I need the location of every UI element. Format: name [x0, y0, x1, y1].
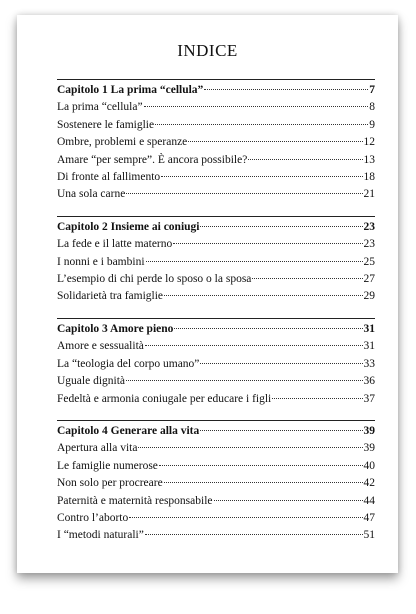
entry-label: La “teologia del corpo umano”	[57, 357, 200, 370]
entry-page-number: 47	[363, 511, 375, 524]
toc-entry	[57, 440, 375, 457]
entry-label: Solidarietà tra famiglie	[57, 290, 164, 303]
entry-label: Le famiglie numerose	[57, 459, 158, 472]
toc-chapter-heading	[57, 318, 375, 338]
dot-leader	[161, 175, 362, 177]
toc-chapter	[57, 79, 375, 204]
dot-leader	[145, 533, 363, 535]
toc-entry	[57, 169, 375, 186]
toc-entry	[57, 527, 375, 544]
toc-entry	[57, 510, 375, 527]
entry-page-number: 51	[363, 529, 375, 542]
entry-label: I nonni e i bambini	[57, 255, 145, 268]
entry-page-number: 31	[363, 340, 375, 353]
dot-leader	[204, 88, 368, 90]
dot-leader	[200, 225, 362, 227]
entry-label: Apertura alla vita	[57, 442, 138, 455]
entry-page-number: 40	[363, 459, 375, 472]
entry-label: Una sola carne	[57, 188, 126, 201]
toc-entry	[57, 134, 375, 151]
entry-label: L’esempio di chi perde lo sposo o la sposa	[57, 273, 252, 286]
table-of-contents	[57, 79, 375, 557]
toc-entry	[57, 288, 375, 305]
entry-page-number: 36	[363, 375, 375, 388]
entry-page-number: 12	[363, 136, 375, 149]
toc-entry	[57, 236, 375, 253]
dot-leader	[173, 242, 362, 244]
toc-entry	[57, 338, 375, 355]
dot-leader	[146, 260, 363, 262]
dot-leader	[164, 481, 363, 483]
dot-leader	[200, 429, 362, 431]
entry-page-number: 39	[363, 442, 375, 455]
dot-leader	[272, 397, 362, 399]
dot-leader	[129, 516, 362, 518]
entry-label: I “metodi naturali”	[57, 529, 144, 542]
dot-leader	[252, 277, 362, 279]
entry-page-number: 13	[363, 153, 375, 166]
entry-label: Non solo per procreare	[57, 477, 163, 490]
toc-chapter	[57, 420, 375, 545]
chapter-title: Capitolo 4 Generare alla vita	[57, 424, 200, 437]
toc-chapter-heading	[57, 79, 375, 99]
entry-label: Sostenere le famiglie	[57, 118, 155, 131]
dot-leader	[159, 464, 363, 466]
entry-label: Paternità e maternità responsabile	[57, 494, 213, 507]
chapter-title: Capitolo 2 Insieme ai coniugi	[57, 220, 200, 233]
entry-label: La fede e il latte materno	[57, 238, 173, 251]
entry-label: Uguale dignità	[57, 375, 126, 388]
dot-leader	[200, 362, 362, 364]
dot-leader	[126, 379, 362, 381]
chapter-page-number: 31	[363, 322, 375, 335]
entry-page-number: 18	[363, 171, 375, 184]
book-page	[17, 15, 398, 573]
toc-entry	[57, 356, 375, 373]
dot-leader	[248, 158, 362, 160]
entry-page-number: 21	[363, 188, 375, 201]
toc-chapter-heading	[57, 420, 375, 440]
toc-entry	[57, 186, 375, 203]
toc-entry	[57, 271, 375, 288]
toc-entry	[57, 493, 375, 510]
entry-label: La prima “cellula”	[57, 101, 143, 114]
toc-entry	[57, 117, 375, 134]
dot-leader	[214, 499, 363, 501]
dot-leader	[145, 344, 363, 346]
chapter-page-number: 39	[363, 424, 375, 437]
chapter-page-number: 23	[363, 220, 375, 233]
entry-label: Amore e sessualità	[57, 340, 144, 353]
entry-page-number: 25	[363, 255, 375, 268]
entry-page-number: 33	[363, 357, 375, 370]
entry-page-number: 27	[363, 273, 375, 286]
chapter-title: Capitolo 3 Amore pieno	[57, 322, 174, 335]
entry-page-number: 9	[369, 118, 375, 131]
entry-page-number: 29	[363, 290, 375, 303]
dot-leader	[155, 123, 368, 125]
entry-label: Di fronte al fallimento	[57, 171, 161, 184]
page-title: INDICE	[177, 41, 238, 60]
toc-entry	[57, 99, 375, 116]
dot-leader	[144, 105, 369, 107]
chapter-page-number: 7	[369, 84, 375, 96]
dot-leader	[164, 294, 362, 296]
dot-leader	[138, 446, 362, 448]
entry-label: Amare “per sempre”. È ancora possibile?	[57, 153, 248, 166]
toc-entry	[57, 254, 375, 271]
toc-chapter	[57, 216, 375, 306]
entry-label: Contro l’aborto	[57, 511, 129, 524]
entry-page-number: 42	[363, 477, 375, 490]
toc-entry	[57, 373, 375, 390]
entry-label: Ombre, problemi e speranze	[57, 136, 188, 149]
dot-leader	[188, 140, 362, 142]
entry-page-number: 8	[369, 101, 375, 114]
toc-entry	[57, 475, 375, 492]
entry-page-number: 23	[363, 238, 375, 251]
toc-entry	[57, 458, 375, 475]
toc-entry	[57, 152, 375, 169]
entry-label: Fedeltà e armonia coniugale per educare i figli	[57, 392, 272, 405]
toc-entry	[57, 391, 375, 408]
dot-leader	[174, 327, 362, 329]
toc-chapter-heading	[57, 216, 375, 236]
toc-chapter	[57, 318, 375, 408]
entry-page-number: 37	[363, 392, 375, 405]
chapter-title: Capitolo 1 La prima “cellula”	[57, 84, 204, 96]
entry-page-number: 44	[363, 494, 375, 507]
dot-leader	[126, 192, 362, 194]
